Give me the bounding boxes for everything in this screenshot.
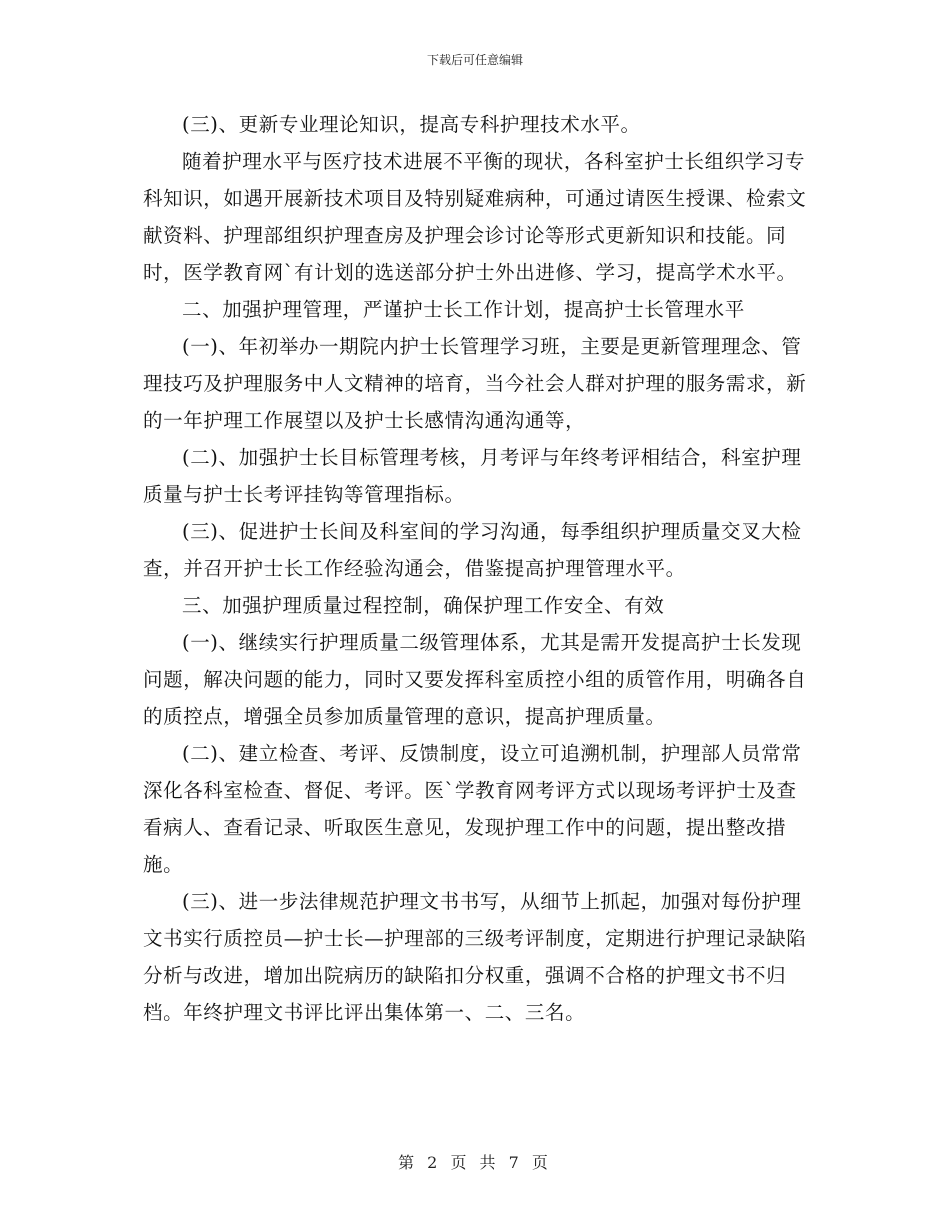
paragraph-quality-heading: 三、加强护理质量过程控制，确保护理工作安全、有效 [182, 594, 665, 617]
paragraph-management-item-1: (一)、年初举办一期院内护士长管理学习班，主要是更新管理理念、管理技巧及护理服务中人文精神的培育，当今社会人群对护理的服务需求，新的一年护理工作展望以及护士长感情沟通沟通等， [143, 335, 807, 432]
page-number-footer: 第 2 页 共 7 页 [398, 1153, 552, 1172]
paragraph-quality-item-1: (一)、继续实行护理质量二级管理体系，尤其是需开发提高护士长发现问题，解决问题的能力，同时又要发挥科室质控小组的质管作用，明确各自的质控点，增强全员参加质量管理的意识，提高护理质量。 [143, 631, 807, 728]
paragraph-section-3-heading: (三)、更新专业理论知识，提高专科护理技术水平。 [182, 113, 641, 136]
page-header: 下载后可任意编辑 [426, 53, 523, 67]
paragraph-management-item-3: (三)、促进护士长间及科室间的学习沟通，每季组织护理质量交叉大检查，并召开护士长工作经验沟通会，借鉴提高护理管理水平。 [143, 520, 802, 580]
document-body [143, 106, 807, 1031]
paragraph-management-item-2: (二)、加强护士长目标管理考核，月考评与年终考评相结合，科室护理质量与护士长考评挂钩等管理指标。 [143, 446, 802, 506]
paragraph-quality-item-3: (三)、进一步法律规范护理文书书写，从细节上抓起，加强对每份护理文书实行质控员—护士长—护理部的三级考评制度，定期进行护理记录缺陷分析与改进，增加出院病历的缺陷扣分权重，强调不合格的护理文书不归档。年终护理文书评比评出集体第一、二、三名。 [143, 890, 807, 1024]
paragraph-training-details: 随着护理水平与医疗技术进展不平衡的现状，各科室护士长组织学习专科知识，如遇开展新技术项目及特别疑难病种，可通过请医生授课、检索文献资料、护理部组织护理查房及护理会诊讨论等形式更新知识和技能。同时，医学教育网`有计划的选送部分护士外出进修、学习，提高学术水平。 [143, 150, 807, 284]
paragraph-management-heading: 二、加强护理管理，严谨护士长工作计划，提高护士长管理水平 [182, 298, 745, 321]
paragraph-quality-item-2: (二)、建立检查、考评、反馈制度，设立可追溯机制，护理部人员常常深化各科室检查、督促、考评。医`学教育网考评方式以现场考评护士及查看病人、查看记录、听取医生意见，发现护理工作中的问题，提出整改措施。 [143, 742, 802, 876]
